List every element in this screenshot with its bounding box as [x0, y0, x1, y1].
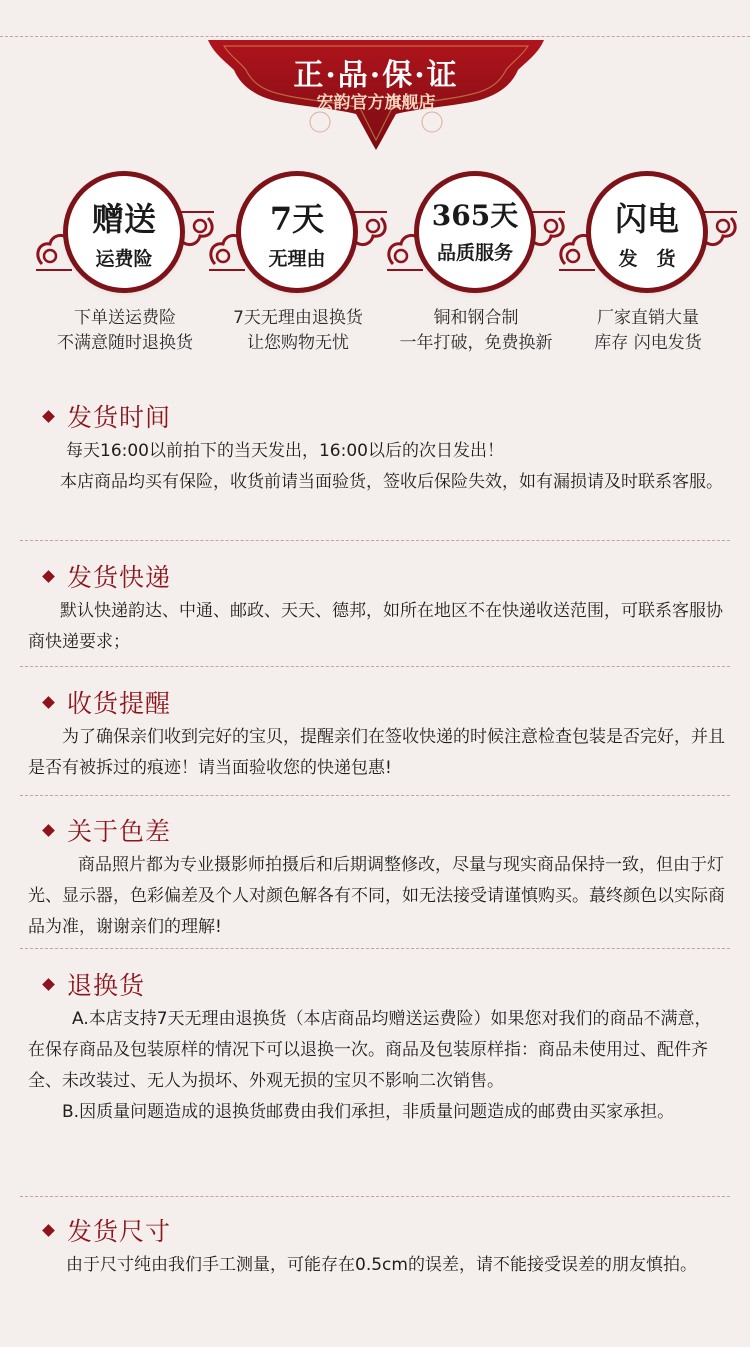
badge-shipping-insurance [32, 176, 218, 356]
section-heading [44, 964, 728, 1004]
diamond-bullet-icon [42, 978, 55, 991]
section-heading [44, 1210, 728, 1250]
diamond-bullet-icon [42, 1224, 55, 1237]
diamond-bullet-icon [42, 570, 55, 583]
section-size-note [28, 1210, 728, 1281]
badge-description: 铜和钢合制 一年打破，免费换新 [399, 308, 553, 353]
section-paragraph: 商品照片都为专业摄影师拍摄后和后期调整修改，尽量与现实商品保持一致，但由于灯光、显示器，色彩偏差及个人对颜色解各有不同，如无法接受请谨慎购买。蕞终颜色以实际商品为准，谢谢亲们的理解! [28, 855, 725, 937]
section-divider [20, 948, 730, 949]
section-title: 发货快递 [67, 563, 172, 592]
badge-small-text: 发 货 [618, 248, 676, 270]
badge-365-day-quality [383, 176, 569, 356]
section-heading [44, 396, 728, 436]
diamond-bullet-icon [42, 410, 55, 423]
section-heading [44, 682, 728, 722]
section-divider [20, 795, 730, 796]
badge-circle [68, 176, 180, 288]
guarantee-banner [200, 40, 552, 152]
diamond-bullet-icon [42, 824, 55, 837]
section-title: 发货时间 [67, 403, 172, 432]
badge-small-text: 品质服务 [436, 242, 513, 264]
banner-store-name: 宏韵官方旗舰店 [316, 93, 436, 113]
badge-circle [241, 176, 353, 288]
section-title: 发货尺寸 [67, 1217, 172, 1246]
section-divider [20, 540, 730, 541]
section-courier [28, 556, 728, 658]
section-heading [44, 556, 728, 596]
section-divider [20, 1196, 730, 1197]
section-paragraph: 由于尺寸纯由我们手工测量，可能存在0.5cm的误差，请不能接受误差的朋友慎拍。 [66, 1255, 697, 1275]
section-paragraph: 为了确保亲们收到完好的宝贝，提醒亲们在签收快递的时候注意检查包装是否完好，并且是否有被拆过的痕迹！请当面验收您的快递包惠! [28, 727, 725, 778]
badge-description: 厂家直销大量 库存 闪电发货 [594, 308, 702, 353]
section-paragraph: 默认快递韵达、中通、邮政、天天、德邦，如所在地区不在快递收送范围，可联系客服协商快递要求； [28, 601, 723, 652]
section-title: 收货提醒 [67, 689, 172, 718]
badge-small-text: 运费险 [95, 248, 153, 270]
badge-description: 下单送运费险 不满意随时退换货 [57, 308, 193, 353]
section-receipt-reminder [28, 682, 728, 784]
section-shipping-time [28, 396, 728, 498]
top-divider [0, 36, 750, 37]
banner-title: 正·品·保·证 [293, 58, 459, 93]
section-paragraph: A.本店支持7天无理由退换货（本店商品均赠送运费险）如果您对我们的商品不满意，在保存商品及包装原样的情况下可以退换一次。商品及包装原样指：商品未使用过、配件齐全、未改装过、无人为损坏、外观无损的宝贝不影响二次销售。 [28, 1009, 712, 1091]
badge-description: 7天无理由退换货 让您购物无忧 [233, 308, 363, 353]
section-paragraph: B.因质量问题造成的退换货邮费由我们承担，非质量问题造成的邮费由买家承担。 [62, 1102, 675, 1122]
badge-7-day-return [205, 176, 391, 356]
section-paragraph: 本店商品均买有保险，收货前请当面验货，签收后保险失效，如有漏损请及时联系客服。 [60, 472, 723, 492]
badge-big-text: 7天 [269, 200, 325, 238]
badge-circle [591, 176, 703, 288]
badge-big-text: 赠送 [91, 200, 156, 238]
section-title: 退换货 [67, 971, 146, 1000]
badge-fast-delivery [555, 176, 741, 356]
section-color-difference [28, 810, 728, 943]
badge-big-text: 闪电 [614, 200, 679, 238]
section-title: 关于色差 [67, 817, 172, 846]
section-divider [20, 666, 730, 667]
section-heading [44, 810, 728, 850]
diamond-bullet-icon [42, 696, 55, 709]
badge-small-text: 无理由 [268, 248, 326, 270]
badge-circle [419, 176, 531, 288]
badge-big-text: 365天 [431, 199, 519, 232]
section-returns [28, 964, 728, 1128]
section-paragraph: 每天16:00以前拍下的当天发出，16:00以后的次日发出！ [66, 441, 504, 461]
